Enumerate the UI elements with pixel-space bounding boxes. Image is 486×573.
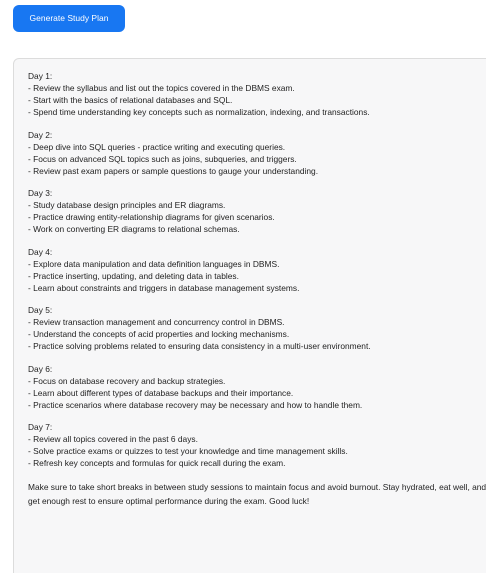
day-3-item-2: - Practice drawing entity-relationship diagrams for given scenarios. <box>28 212 275 222</box>
day-4-item-3: - Learn about constraints and triggers in database management systems. <box>28 282 300 293</box>
day-6-item-1: - Focus on database recovery and backup strategies. <box>28 375 226 386</box>
day-7-item-3: - Refresh key concepts and formulas for quick recall during the exam. <box>28 458 286 468</box>
day-2-item-1: - Deep dive into SQL queries - practice writing and executing queries. <box>28 141 286 152</box>
day-2-section <box>28 129 486 177</box>
day-6-item-2: - Learn about different types of database backups and their importance. <box>28 387 294 398</box>
day-6-section <box>28 363 486 411</box>
day-5-title: Day 5: <box>28 305 53 315</box>
day-3-item-3: - Work on converting ER diagrams to relational schemas. <box>28 224 240 234</box>
day-2-item-2: - Focus on advanced SQL topics such as joins, subqueries, and triggers. <box>28 153 297 164</box>
day-5-item-2: - Understand the concepts of acid properties and locking mechanisms. <box>28 329 290 339</box>
day-1-item-1: - Review the syllabus and list out the topics covered in the DBMS exam. <box>28 83 295 93</box>
day-5-item-3: - Practice solving problems related to ensuring data consistency in a multi-user environment. <box>28 341 371 351</box>
day-1-section <box>28 70 486 118</box>
day-4-item-1: - Explore data manipulation and data definition languages in DBMS. <box>28 258 280 269</box>
closing-note: Make sure to take short breaks in between study sessions to maintain focus and avoid burnout. Stay hydrated, eat well, and get enough rest to ensure optimal performance during the exam. Good luck! <box>28 481 486 506</box>
study-plan-output <box>13 58 486 573</box>
day-3-item-1: - Study database design principles and ER diagrams. <box>28 200 226 210</box>
day-2-item-3: - Review past exam papers or sample questions to gauge your understanding. <box>28 165 319 176</box>
day-1-title: Day 1: <box>28 71 53 81</box>
day-4-section <box>28 246 486 294</box>
day-7-item-2: - Solve practice exams or quizzes to test your knowledge and time management skills. <box>28 446 348 456</box>
day-1-item-2: - Start with the basics of relational databases and SQL. <box>28 95 233 105</box>
day-4-title: Day 4: <box>28 246 53 257</box>
day-3-section <box>28 187 486 235</box>
day-2-title: Day 2: <box>28 129 53 140</box>
day-7-item-1: - Review all topics covered in the past 6 days. <box>28 434 198 444</box>
day-1-item-3: - Spend time understanding key concepts such as normalization, indexing, and transactions. <box>28 107 370 117</box>
day-7-section <box>28 421 486 469</box>
day-6-title: Day 6: <box>28 363 53 374</box>
day-3-title: Day 3: <box>28 188 53 198</box>
day-5-item-1: - Review transaction management and concurrency control in DBMS. <box>28 317 285 327</box>
day-5-section <box>28 304 486 352</box>
generate-study-plan-button[interactable]: Generate Study Plan <box>13 5 125 32</box>
day-7-title: Day 7: <box>28 422 53 432</box>
day-6-item-3: - Practice scenarios where database recovery may be necessary and how to handle them. <box>28 399 363 410</box>
day-4-item-2: - Practice inserting, updating, and deleting data in tables. <box>28 270 239 281</box>
